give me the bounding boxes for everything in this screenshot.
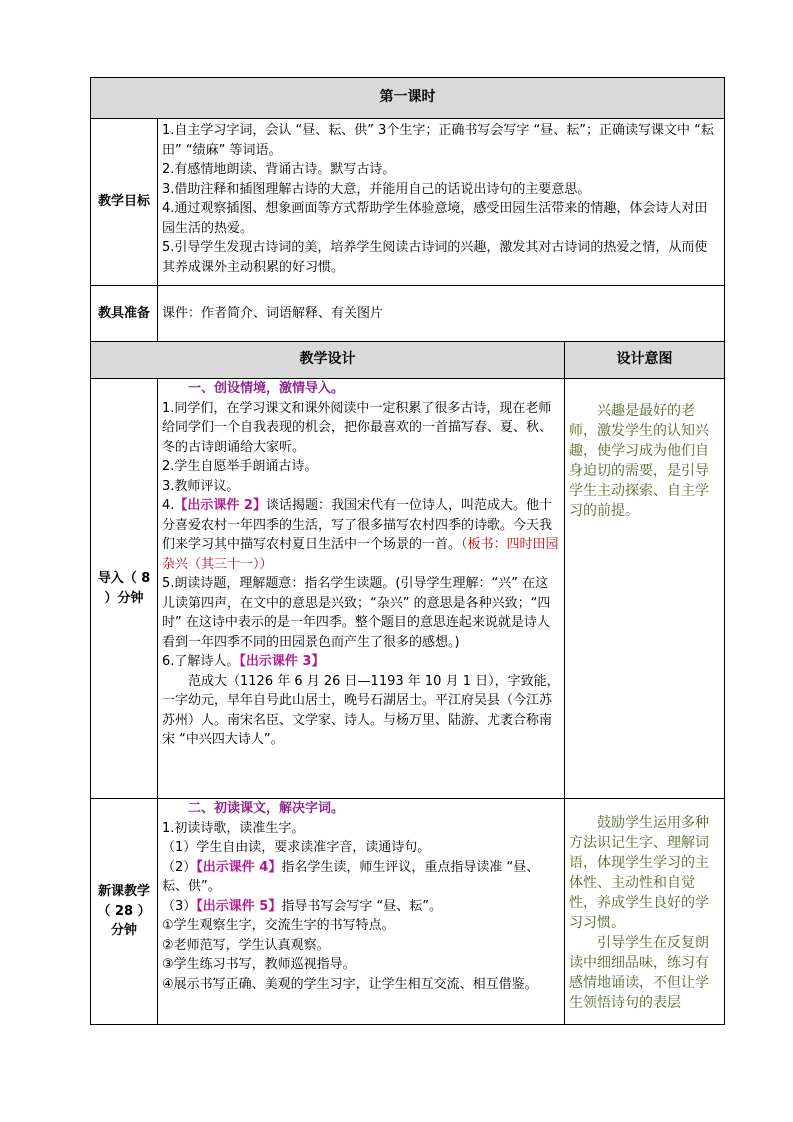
lesson-title: 第一课时	[91, 78, 725, 119]
design-header-row	[91, 342, 725, 379]
step-text: 6.了解诗人。	[162, 654, 240, 669]
newlesson-intent	[565, 799, 725, 1025]
goals-row	[91, 119, 725, 286]
lesson-step: ①学生观察生字，交流生字的书写特点。	[162, 918, 395, 933]
goal-item: 5.引导学生发现古诗词的美，培养学生阅读古诗词的兴趣，激发其对古诗词的热爱之情，从而使其养成课外主动积累的好习惯。	[162, 240, 708, 275]
intent-header: 设计意图	[565, 342, 725, 379]
intent-text: 鼓励学生运用多种方法识记生字、理解词语，体现学生学习的主体性、主动性和自觉性，养成学生良好的学习习惯。	[569, 815, 709, 931]
step-text: 指名学生读，师生评议，重点指导读准 “昼、耘、供”。	[162, 859, 540, 894]
lesson-plan-table	[90, 77, 725, 1025]
prep-content: 课件：作者简介、词语解释、有关图片	[158, 286, 725, 342]
lesson-step	[162, 858, 560, 897]
section-title: 一、创设情境，激情导入。	[188, 381, 345, 396]
lesson-step: 1.初读诗歌，读准生字。	[162, 820, 305, 836]
intro-intent	[565, 379, 725, 799]
board-note: （板书：四时田园杂兴（其三十一））	[162, 537, 559, 572]
intro-step	[162, 496, 560, 574]
goal-item: 2.有感情地朗读、背诵古诗。默写古诗。	[162, 162, 396, 177]
intro-step: 2.学生自愿举手朗诵古诗。	[162, 459, 318, 474]
intro-step: 5.朗读诗题，理解题意：指名学生读题。(引导学生理解：“兴” 在这儿读第四声，在文中的意思是兴致；“杂兴” 的意思是各种兴致；“四时” 在这诗中表示的是一年四季。整个题目的意思连起来说就是诗人看到一年四季不同的田园景色而产生了很多的感想。)	[162, 576, 551, 650]
intent-text: 引导学生在反复朗读中细细品味，练习有感情地诵读，不但让学生领悟诗句的表层	[569, 935, 709, 1011]
newlesson-row	[91, 799, 725, 1025]
courseware-tag: 【出示课件 2】	[174, 498, 266, 513]
courseware-tag: 【出示课件 3】	[239, 654, 325, 669]
goal-item: 4.通过观察插图、想象画面等方式帮助学生体验意境，感受田园生活带来的情趣，体会诗人对田园生活的热爱。	[162, 201, 708, 236]
lesson-step: ④展示书写正确、美观的学生习字，让学生相互交流、相互借鉴。	[162, 976, 538, 992]
newlesson-label: 新课教学（ 28 ）分钟	[91, 799, 158, 1025]
intent-text: 兴趣是最好的老师，激发学生的认知兴趣，使学习成为他们自身迫切的需要，是引导学生主动探索、自主学习的前提。	[569, 403, 709, 519]
intro-step: 3.教师评议。	[162, 478, 240, 494]
poet-bio: 范成大（1126 年 6 月 26 日—1193 年 10 月 1 日），字致能，一字幼元，早年自号此山居士，晚号石湖居士。平江府吴县（今江苏苏州）人。南宋名臣、文学家、诗人。与杨万里、陆游、尤袤合称南宋 “中兴四大诗人”。	[162, 673, 560, 747]
design-header: 教学设计	[91, 342, 565, 379]
goal-item: 1.自主学习字词，会认 “昼、耘、供” 3个生字；正确书写会写字 “昼、耘”；正确读写课文中 “耘田” “绩麻” 等词语。	[162, 123, 714, 158]
header-row	[91, 78, 725, 119]
lesson-step	[162, 897, 560, 917]
courseware-tag: 【出示课件 5】	[196, 898, 282, 914]
step-number: （3）	[162, 898, 197, 914]
step-text: 谈话揭题：我国宋代有一位诗人，叫范成大。他十分喜爱农村一年四季的生活，写了很多描写农村四季的诗歌。今天我们来学习其中描写农村夏日生活中一个场景的一首。	[162, 498, 553, 552]
lesson-step: ③学生练习书写，教师巡视指导。	[162, 957, 356, 972]
step-number: 4.	[162, 498, 175, 513]
lesson-step: （1）学生自由读，要求读准字音，读通诗句。	[162, 840, 431, 855]
intro-step	[162, 652, 560, 672]
goals-content	[158, 119, 725, 286]
section-title: 二、初读课文，解决字词。	[188, 801, 345, 816]
intro-row	[91, 379, 725, 799]
lesson-step: ②老师范写，学生认真观察。	[162, 937, 330, 953]
step-number: （2）	[162, 859, 197, 875]
goal-item: 3.借助注释和插图理解古诗的大意，并能用自己的话说出诗句的主要意思。	[162, 181, 591, 197]
newlesson-content	[158, 799, 565, 1025]
intro-step: 1.同学们，在学习课文和课外阅读中一定积累了很多古诗，现在老师给同学们一个自我表现的机会，把你最喜欢的一首描写春、夏、秋、冬的古诗朗诵给大家听。	[162, 400, 553, 455]
prep-label: 教具准备	[91, 286, 158, 342]
goals-label: 教学目标	[91, 119, 158, 286]
step-text: 指导书写会写字 “昼、耘”。	[281, 898, 442, 914]
intro-label: 导入（ 8 ）分钟	[91, 379, 158, 799]
intro-content	[158, 379, 565, 799]
prep-row	[91, 286, 725, 342]
courseware-tag: 【出示课件 4】	[196, 859, 282, 875]
